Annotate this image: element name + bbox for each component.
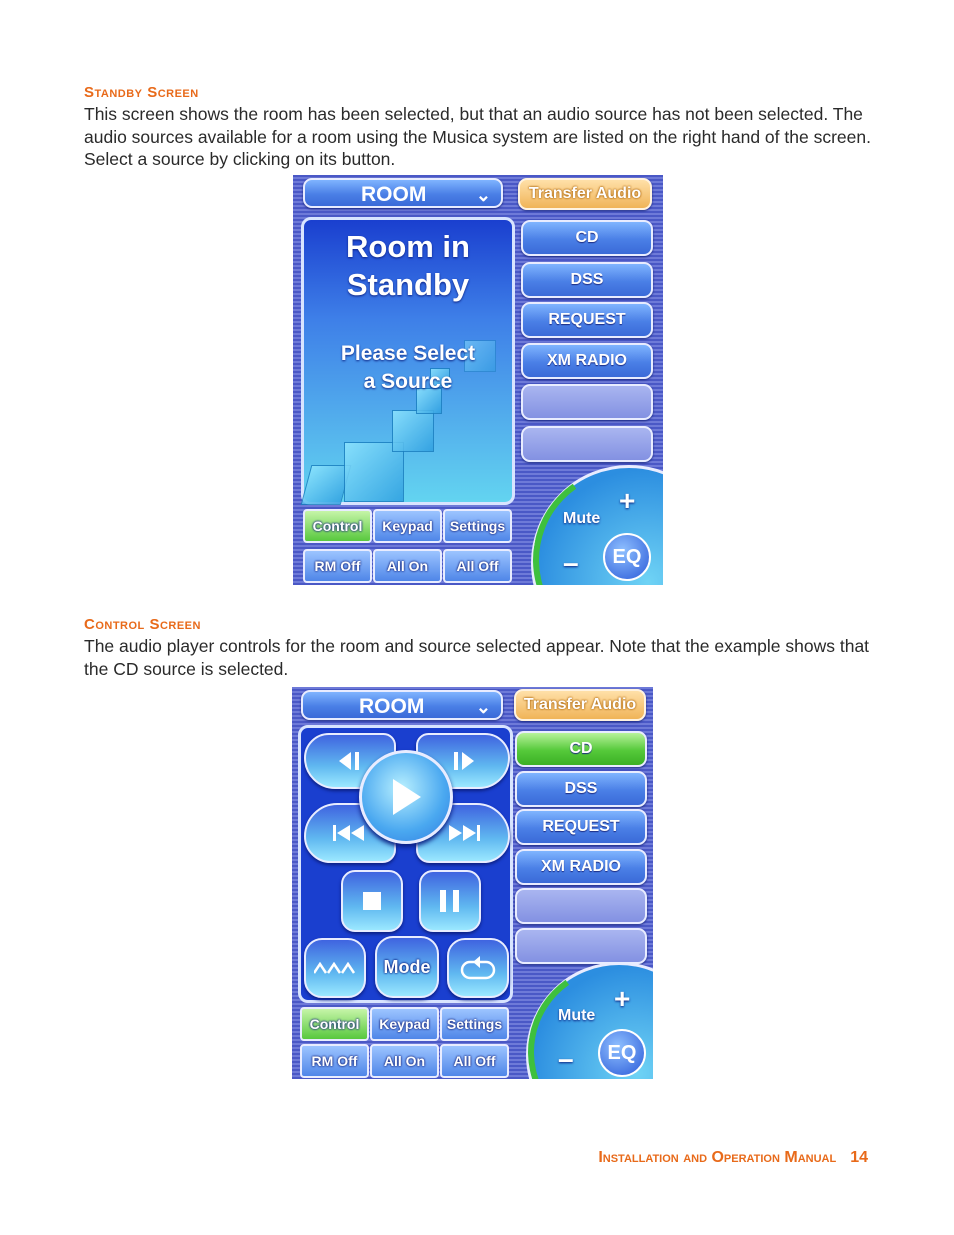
tab-settings[interactable]: Settings: [440, 1007, 509, 1041]
decorative-cube: [392, 410, 434, 452]
tab-control[interactable]: Control: [300, 1007, 369, 1041]
eq-button[interactable]: EQ: [603, 533, 651, 581]
transfer-audio-button[interactable]: Transfer Audio: [518, 178, 652, 210]
prompt-line1: Please Select: [340, 342, 476, 365]
tab-keypad[interactable]: Keypad: [373, 509, 442, 543]
source-button-xm-radio[interactable]: XM RADIO: [521, 343, 653, 379]
room-power-bar: [300, 1044, 510, 1078]
volume-down-button[interactable]: –: [563, 547, 579, 578]
tab-settings[interactable]: Settings: [443, 509, 512, 543]
standby-panel: [301, 217, 515, 505]
transport-panel: [298, 725, 513, 1003]
volume-up-button[interactable]: +: [619, 485, 636, 516]
mute-button[interactable]: Mute: [563, 510, 601, 527]
control-screen-description: The audio player controls for the room and source selected appear. Note that the example shows that the CD source is selected.: [84, 636, 870, 679]
source-button-empty[interactable]: [515, 888, 647, 924]
rm-off-button[interactable]: RM Off: [303, 549, 372, 583]
play-button[interactable]: [359, 750, 453, 844]
all-on-button[interactable]: All On: [370, 1044, 439, 1078]
transfer-audio-button[interactable]: Transfer Audio: [514, 689, 646, 721]
next-icon: [450, 752, 476, 770]
control-screen-heading: Control Screen: [84, 616, 201, 633]
mode-button[interactable]: Mode: [375, 936, 439, 998]
standby-title-line1: Room in: [346, 229, 470, 264]
footer-title: Installation and Operation Manual: [598, 1149, 837, 1166]
rm-off-button[interactable]: RM Off: [300, 1044, 369, 1078]
previous-icon: [337, 752, 363, 770]
source-button-xm-radio[interactable]: XM RADIO: [515, 849, 647, 885]
room-label: ROOM: [359, 695, 425, 718]
fast-forward-icon: [446, 825, 480, 841]
pause-icon: [440, 890, 460, 912]
tab-control[interactable]: Control: [303, 509, 372, 543]
repeat-button[interactable]: [447, 938, 509, 998]
standby-title-line2: Standby: [346, 267, 470, 302]
room-power-bar: [303, 549, 513, 583]
source-button-empty[interactable]: [521, 384, 653, 420]
select-source-prompt: [304, 340, 512, 396]
volume-up-button[interactable]: +: [614, 983, 631, 1014]
stop-button[interactable]: [341, 870, 403, 932]
prompt-line2: a Source: [363, 370, 453, 393]
shuffle-icon: [314, 962, 356, 974]
source-button-cd[interactable]: CD: [515, 731, 647, 767]
standby-screen-screenshot: [293, 175, 663, 585]
room-selector[interactable]: [301, 690, 503, 720]
source-button-empty[interactable]: [515, 928, 647, 964]
tab-bar: [300, 1007, 510, 1041]
tab-bar: [303, 509, 513, 543]
control-screen-screenshot: [292, 687, 653, 1079]
room-selector[interactable]: [303, 178, 503, 208]
source-button-cd[interactable]: CD: [521, 220, 653, 256]
rewind-icon: [333, 825, 367, 841]
chevron-down-icon: ⌄: [475, 185, 491, 205]
tab-keypad[interactable]: Keypad: [370, 1007, 439, 1041]
eq-button[interactable]: EQ: [598, 1029, 646, 1077]
source-button-dss[interactable]: DSS: [515, 771, 647, 807]
room-label: ROOM: [361, 183, 427, 206]
mute-button[interactable]: Mute: [558, 1007, 596, 1024]
source-button-dss[interactable]: DSS: [521, 262, 653, 298]
standby-title: [304, 228, 512, 304]
all-off-button[interactable]: All Off: [443, 549, 512, 583]
all-on-button[interactable]: All On: [373, 549, 442, 583]
pause-button[interactable]: [419, 870, 481, 932]
stop-icon: [363, 892, 381, 910]
source-button-empty[interactable]: [521, 426, 653, 462]
shuffle-button[interactable]: [304, 938, 366, 998]
play-icon: [389, 779, 423, 815]
source-button-request[interactable]: REQUEST: [521, 302, 653, 338]
page-number: 14: [850, 1149, 868, 1166]
repeat-icon: [460, 956, 496, 980]
all-off-button[interactable]: All Off: [440, 1044, 509, 1078]
source-button-request[interactable]: REQUEST: [515, 809, 647, 845]
chevron-down-icon: ⌄: [475, 697, 491, 717]
standby-screen-description: This screen shows the room has been selected, but that an audio source has not been selected. The audio sources available for a room using the Musica system are listed on the right hand of the screen. Select a source by clicking on its button.: [84, 104, 871, 169]
standby-screen-heading: Standby Screen: [84, 84, 199, 101]
volume-down-button[interactable]: –: [558, 1043, 574, 1074]
page-footer: [598, 1149, 868, 1167]
